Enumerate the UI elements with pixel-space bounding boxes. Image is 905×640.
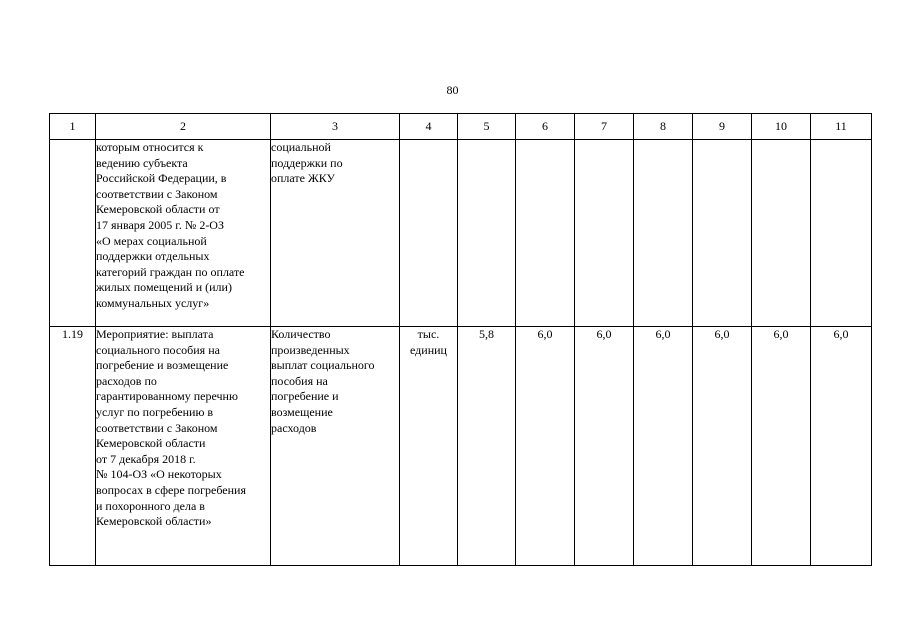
header-cell: 4 xyxy=(400,114,458,140)
value-cell xyxy=(575,140,634,327)
text-line: оплате ЖКУ xyxy=(271,171,336,186)
text-line: Мероприятие: выплата xyxy=(96,327,214,341)
header-cell: 6 xyxy=(516,114,575,140)
value-cell: 5,8 xyxy=(458,327,516,566)
text-line: Кемеровской области» xyxy=(96,514,212,529)
value-cell: 6,0 xyxy=(752,327,811,566)
header-cell: 7 xyxy=(575,114,634,140)
text-line: коммунальных услуг» xyxy=(96,295,210,310)
text-line: выплат социального xyxy=(271,358,375,373)
text-line: возмещение xyxy=(271,404,333,419)
text-line: от 7 декабря 2018 г. xyxy=(96,451,196,466)
text-line: погребение и возмещение xyxy=(96,358,229,373)
header-cell: 5 xyxy=(458,114,516,140)
value-cell: 6,0 xyxy=(575,327,634,566)
text-line: соответствии с Законом xyxy=(96,186,218,201)
column-number-row xyxy=(50,114,872,140)
value-cell xyxy=(458,140,516,327)
unit-line: тыс. xyxy=(417,327,440,341)
text-line: социальной xyxy=(271,140,331,154)
unit-cell xyxy=(400,140,458,327)
text-line: 17 января 2005 г. № 2-ОЗ xyxy=(96,217,224,232)
text-line: ведению субъекта xyxy=(96,155,188,170)
text-line: Кемеровской области от xyxy=(96,202,220,217)
text-line: произведенных xyxy=(271,342,350,357)
value-cell xyxy=(752,140,811,327)
text-line: № 104-ОЗ «О некоторых xyxy=(96,467,222,482)
text-line: жилых помещений и (или) xyxy=(96,280,232,295)
value-cell xyxy=(516,140,575,327)
value-cell xyxy=(693,140,752,327)
text-line: погребение и xyxy=(271,389,339,404)
value-cell: 6,0 xyxy=(634,327,693,566)
unit-cell xyxy=(400,327,458,566)
header-cell: 3 xyxy=(271,114,400,140)
text-line: вопросах в сфере погребения xyxy=(96,482,246,497)
text-line: «О мерах социальной xyxy=(96,233,207,248)
text-line: поддержки отдельных xyxy=(96,249,210,264)
text-line: социального пособия на xyxy=(96,342,220,357)
text-line: расходов xyxy=(271,420,317,435)
header-cell: 2 xyxy=(96,114,271,140)
text-line: Российской Федерации, в xyxy=(96,171,227,186)
text-line: категорий граждан по оплате xyxy=(96,264,245,279)
indicator-cell xyxy=(271,327,400,566)
text-line: гарантированному перечню xyxy=(96,389,238,404)
header-cell: 10 xyxy=(752,114,811,140)
unit-line: единиц xyxy=(410,342,447,357)
value-cell xyxy=(634,140,693,327)
text-line: услуг по погребению в xyxy=(96,404,214,419)
header-cell: 1 xyxy=(50,114,96,140)
index-cell xyxy=(50,140,96,327)
text-line: Количество xyxy=(271,327,331,341)
description-cell xyxy=(96,327,271,566)
header-cell: 11 xyxy=(811,114,872,140)
text-line: расходов по xyxy=(96,373,157,388)
header-cell: 9 xyxy=(693,114,752,140)
table-row-1-19 xyxy=(50,327,872,566)
index-cell: 1.19 xyxy=(50,327,96,566)
description-cell xyxy=(96,140,271,327)
text-line: Кемеровской области xyxy=(96,436,206,451)
value-cell xyxy=(811,140,872,327)
table-row-continued xyxy=(50,140,872,327)
text-line: и похоронного дела в xyxy=(96,498,205,513)
value-cell: 6,0 xyxy=(693,327,752,566)
text-line: поддержки по xyxy=(271,155,343,170)
value-cell: 6,0 xyxy=(516,327,575,566)
text-line: которым относится к xyxy=(96,140,204,154)
header-cell: 8 xyxy=(634,114,693,140)
indicator-cell xyxy=(271,140,400,327)
text-line: пособия на xyxy=(271,373,328,388)
value-cell: 6,0 xyxy=(811,327,872,566)
indicators-table xyxy=(49,113,872,566)
page-number: 80 xyxy=(446,83,459,97)
text-line: соответствии с Законом xyxy=(96,420,218,435)
